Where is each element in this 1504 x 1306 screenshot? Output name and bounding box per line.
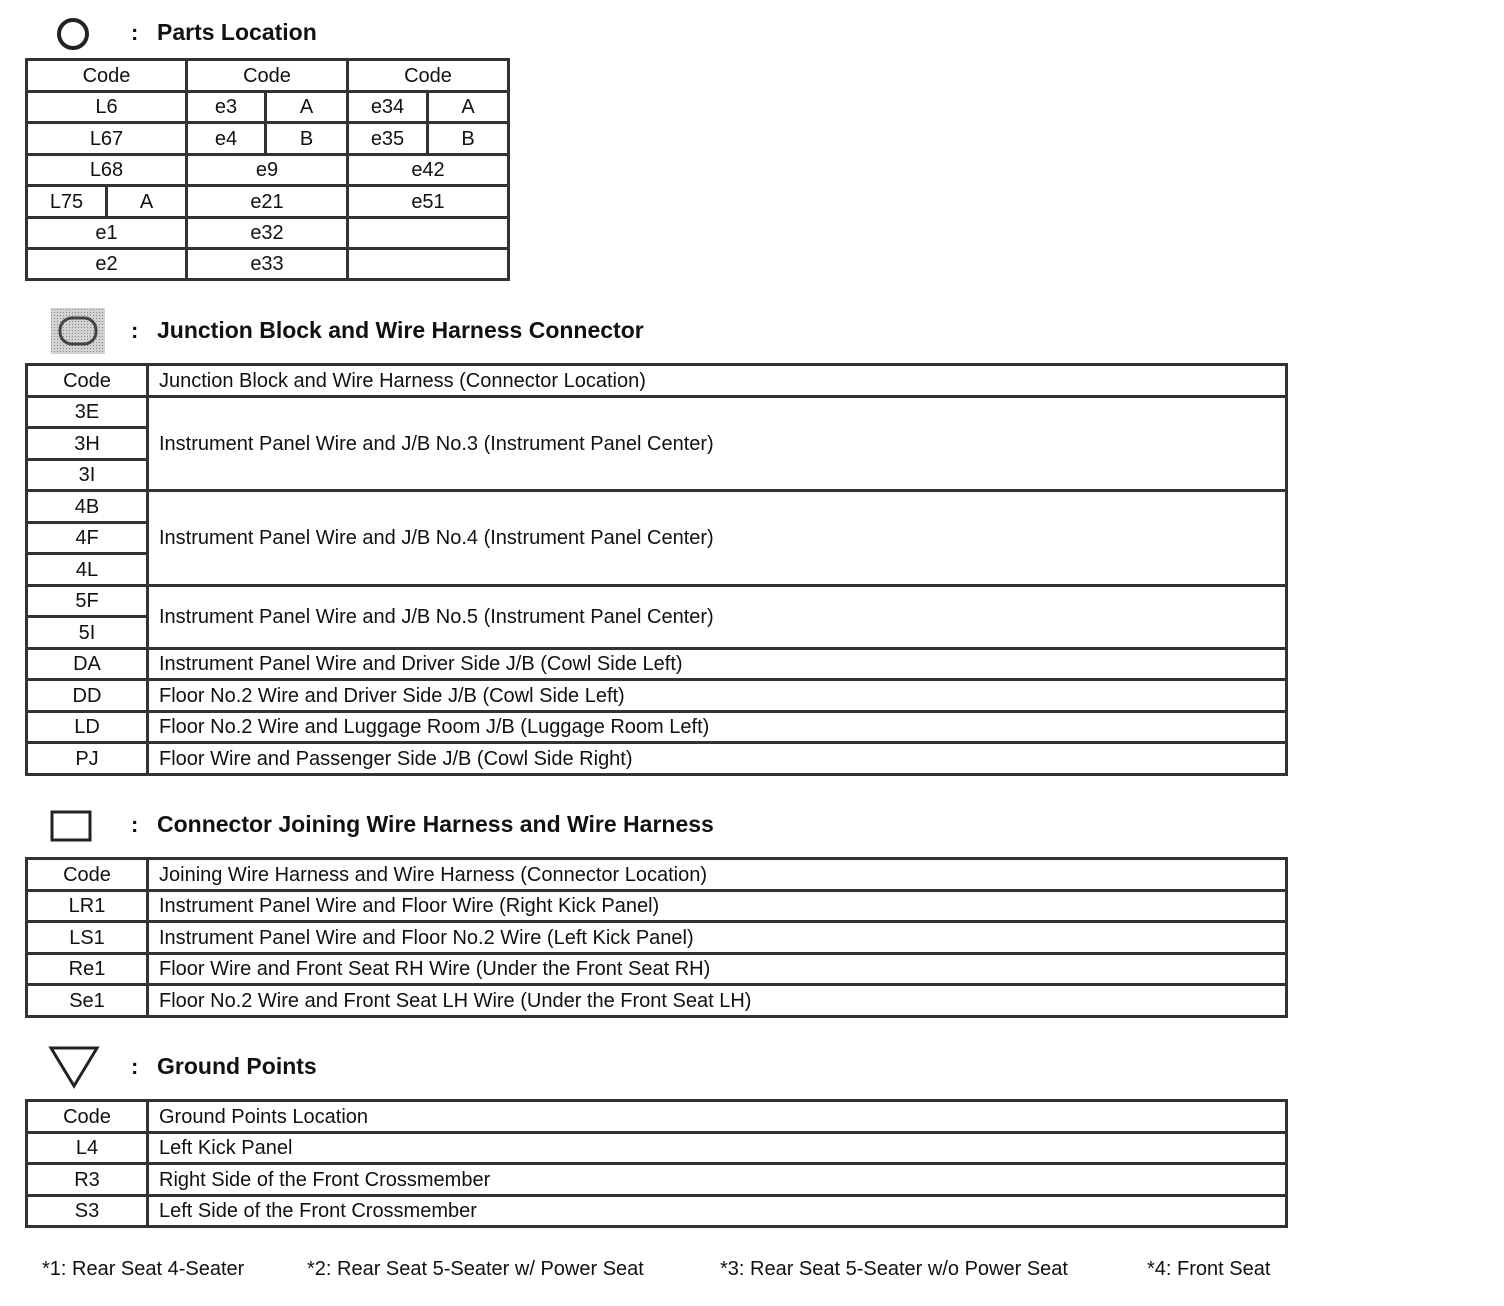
junction-block-title: Junction Block and Wire Harness Connector xyxy=(157,317,644,343)
footnote: *1: Rear Seat 4-Seater xyxy=(42,1258,245,1280)
circle-outline-icon xyxy=(48,14,98,54)
connector-location: Floor Wire and Front Seat RH Wire (Under the Front Seat RH) xyxy=(148,954,1287,985)
connector-location: Instrument Panel Wire and Floor Wire (Right Kick Panel) xyxy=(148,891,1287,922)
inverted-triangle-icon xyxy=(48,1044,100,1090)
jb-location: Instrument Panel Wire and J/B No.5 (Instrument Panel Center) xyxy=(148,586,1287,649)
jb-code: 5I xyxy=(27,617,148,649)
part-variant: A xyxy=(428,92,509,123)
table-row xyxy=(27,922,1287,954)
code-header: Code xyxy=(187,60,348,92)
part-code: e34 xyxy=(348,92,428,123)
jb-location: Instrument Panel Wire and J/B No.4 (Instrument Panel Center) xyxy=(148,491,1287,586)
table-row xyxy=(27,859,1287,891)
colon: : xyxy=(131,1054,139,1079)
connector-code: LS1 xyxy=(27,922,148,954)
part-variant: A xyxy=(266,92,348,123)
jb-code: 4F xyxy=(27,523,148,554)
table-row xyxy=(27,218,509,249)
table-row xyxy=(27,1164,1287,1196)
jb-code: PJ xyxy=(27,743,148,775)
jb-code: 5F xyxy=(27,586,148,617)
ground-location: Left Kick Panel xyxy=(148,1133,1287,1164)
part-code: e42 xyxy=(348,155,509,186)
part-code: e32 xyxy=(187,218,348,249)
jb-code: 3E xyxy=(27,397,148,428)
part-code: e2 xyxy=(27,249,187,280)
table-row xyxy=(27,186,509,218)
table-row xyxy=(27,1133,1287,1164)
code-header: Code xyxy=(27,859,148,891)
part-code: e4 xyxy=(187,123,266,155)
rectangle-outline-icon xyxy=(48,806,98,846)
part-variant: B xyxy=(428,123,509,155)
part-variant: A xyxy=(107,186,187,218)
parts-location-title: Parts Location xyxy=(157,19,317,45)
table-row xyxy=(27,60,509,92)
shaded-rounded-rect-icon xyxy=(48,306,106,356)
table-row xyxy=(27,586,1287,617)
part-code: e1 xyxy=(27,218,187,249)
jb-code: 4L xyxy=(27,554,148,586)
part-code: L75 xyxy=(27,186,107,218)
ground-points-title: Ground Points xyxy=(157,1053,317,1079)
part-code: e33 xyxy=(187,249,348,280)
footnote: *3: Rear Seat 5-Seater w/o Power Seat xyxy=(720,1258,1068,1280)
jb-code: 3I xyxy=(27,460,148,491)
location-header: Junction Block and Wire Harness (Connector Location) xyxy=(148,365,1287,397)
part-code: e3 xyxy=(187,92,266,123)
table-row xyxy=(27,985,1287,1017)
jb-code: 4B xyxy=(27,491,148,523)
ground-points-table xyxy=(25,1099,1288,1228)
footnotes xyxy=(0,1258,1504,1284)
jb-location: Instrument Panel Wire and J/B No.3 (Instrument Panel Center) xyxy=(148,397,1287,491)
ground-code: R3 xyxy=(27,1164,148,1196)
empty-cell xyxy=(348,249,509,280)
connector-joining-title: Connector Joining Wire Harness and Wire Harness xyxy=(157,811,714,837)
jb-code: 3H xyxy=(27,428,148,460)
jb-location: Instrument Panel Wire and Driver Side J/B (Cowl Side Left) xyxy=(148,649,1287,680)
jb-code: LD xyxy=(27,712,148,743)
connector-code: Re1 xyxy=(27,954,148,985)
ground-code: L4 xyxy=(27,1133,148,1164)
part-variant: B xyxy=(266,123,348,155)
jb-location: Floor No.2 Wire and Luggage Room J/B (Luggage Room Left) xyxy=(148,712,1287,743)
parts-location-header xyxy=(48,14,448,64)
table-row xyxy=(27,649,1287,680)
table-row xyxy=(27,743,1287,775)
part-code: L67 xyxy=(27,123,187,155)
table-row xyxy=(27,491,1287,523)
ground-points-header xyxy=(48,1044,448,1094)
table-row xyxy=(27,1101,1287,1133)
table-row xyxy=(27,1196,1287,1227)
connector-code: LR1 xyxy=(27,891,148,922)
footnote: *2: Rear Seat 5-Seater w/ Power Seat xyxy=(307,1258,644,1280)
table-row xyxy=(27,249,509,280)
table-row xyxy=(27,155,509,186)
table-row xyxy=(27,954,1287,985)
table-row xyxy=(27,712,1287,743)
connector-joining-table xyxy=(25,857,1288,1018)
ground-location: Right Side of the Front Crossmember xyxy=(148,1164,1287,1196)
connector-joining-header xyxy=(48,806,848,856)
location-header: Ground Points Location xyxy=(148,1101,1287,1133)
junction-block-table xyxy=(25,363,1288,776)
connector-location: Floor No.2 Wire and Front Seat LH Wire (Under the Front Seat LH) xyxy=(148,985,1287,1017)
colon: : xyxy=(131,318,139,343)
table-row xyxy=(27,365,1287,397)
part-code: L6 xyxy=(27,92,187,123)
empty-cell xyxy=(348,218,509,249)
jb-code: DA xyxy=(27,649,148,680)
connector-location: Instrument Panel Wire and Floor No.2 Wire (Left Kick Panel) xyxy=(148,922,1287,954)
part-code: e51 xyxy=(348,186,509,218)
table-row xyxy=(27,92,509,123)
footnote: *4: Front Seat xyxy=(1147,1258,1271,1280)
jb-location: Floor Wire and Passenger Side J/B (Cowl Side Right) xyxy=(148,743,1287,775)
part-code: L68 xyxy=(27,155,187,186)
ground-location: Left Side of the Front Crossmember xyxy=(148,1196,1287,1227)
jb-location: Floor No.2 Wire and Driver Side J/B (Cowl Side Left) xyxy=(148,680,1287,712)
junction-block-header xyxy=(48,306,748,356)
table-row xyxy=(27,123,509,155)
table-row xyxy=(27,397,1287,428)
code-header: Code xyxy=(348,60,509,92)
location-header: Joining Wire Harness and Wire Harness (Connector Location) xyxy=(148,859,1287,891)
table-row xyxy=(27,891,1287,922)
colon: : xyxy=(131,812,139,837)
code-header: Code xyxy=(27,1101,148,1133)
colon: : xyxy=(131,20,139,45)
part-code: e21 xyxy=(187,186,348,218)
table-row xyxy=(27,680,1287,712)
jb-code: DD xyxy=(27,680,148,712)
connector-code: Se1 xyxy=(27,985,148,1017)
part-code: e9 xyxy=(187,155,348,186)
code-header: Code xyxy=(27,60,187,92)
parts-location-table xyxy=(25,58,510,281)
ground-code: S3 xyxy=(27,1196,148,1227)
part-code: e35 xyxy=(348,123,428,155)
code-header: Code xyxy=(27,365,148,397)
